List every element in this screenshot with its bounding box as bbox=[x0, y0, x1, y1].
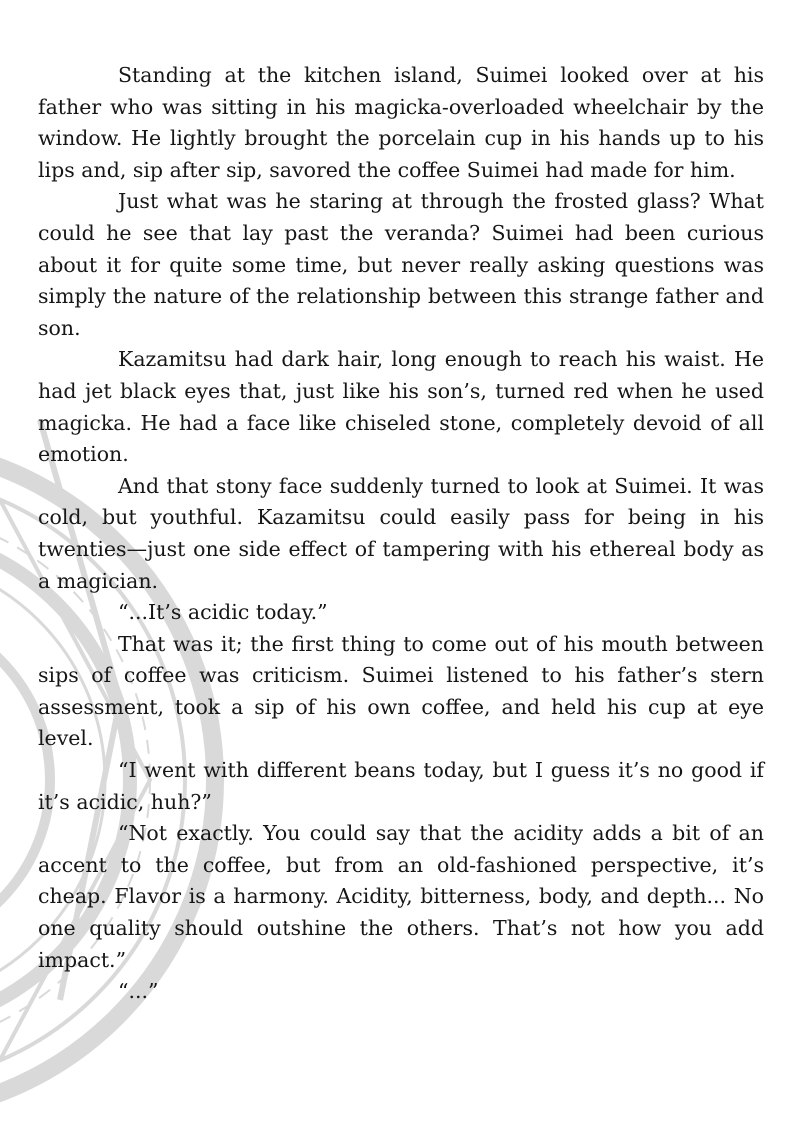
paragraph: And that stony face suddenly turned to look at Suimei. It was cold, but youthful. Kazamitsu could easily pass for being in his twenties—just one side effect of tampering with his ethereal body as a magician. bbox=[38, 473, 764, 593]
paragraph: Kazamitsu had dark hair, long enough to reach his waist. He had jet black eyes that, just like his son’s, turned red when he used magicka. He had a face like chiseled stone, completely devoid of all emotion. bbox=[38, 347, 764, 467]
paragraph: “...” bbox=[118, 979, 159, 1004]
paragraph: Just what was he staring at through the frosted glass? What could he see that lay past the veranda? Suimei had been curious about it for quite some time, but never really asking questions was simply the nature of the relationship between this strange father and son. bbox=[38, 189, 764, 340]
paragraph: “...It’s acidic today.” bbox=[118, 600, 328, 625]
paragraph: Standing at the kitchen island, Suimei looked over at his father who was sitting in his magicka-overloaded wheelchair by the window. He lightly brought the porcelain cup in his hands up to his lips and, sip after sip, savored the coffee Suimei had made for him. bbox=[38, 63, 764, 182]
paragraph: “Not exactly. You could say that the acidity adds a bit of an accent to the coffee, but from an old-fashioned perspective, it’s cheap. Flavor is a harmony. Acidity, bitterness, body, and depth... No one quality should outshine the others. That’s not how you add impact.” bbox=[38, 821, 764, 972]
paragraph: “I went with different beans today, but I guess it’s no good if it’s acidic, huh?” bbox=[38, 758, 764, 814]
body-text bbox=[38, 60, 764, 1008]
paragraph: That was it; the first thing to come out of his mouth between sips of coffee was criticism. Suimei listened to his father’s stern assessment, took a sip of his own coffee, and held his cup at eye level. bbox=[38, 631, 764, 751]
